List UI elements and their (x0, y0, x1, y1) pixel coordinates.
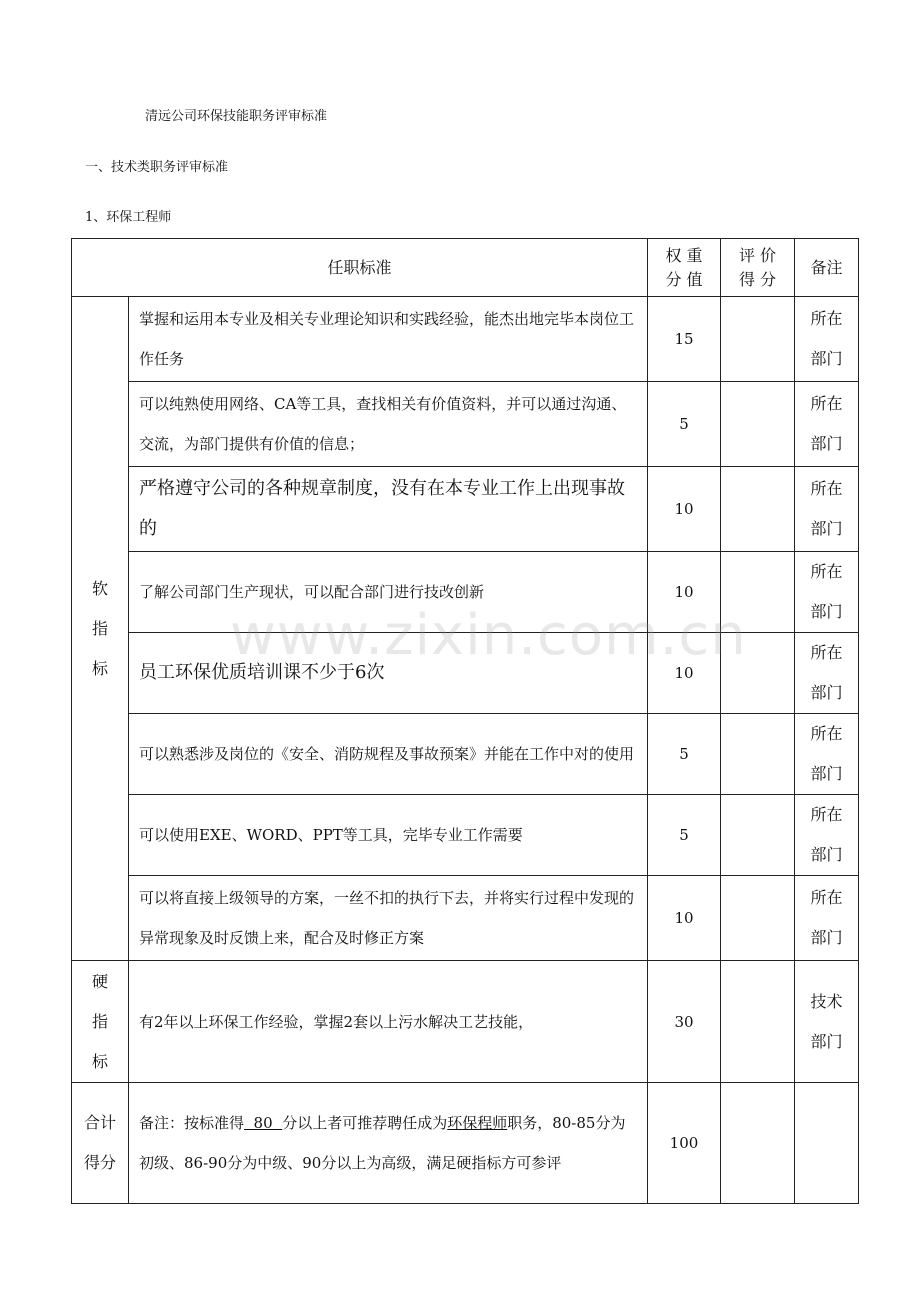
criteria-cell: 了解公司部门生产现状，可以配合部门进行技改创新 (129, 552, 648, 633)
score-cell (721, 876, 795, 961)
weight-cell: 5 (648, 714, 721, 795)
header-score: 评 价 得 分 (721, 239, 795, 297)
score-cell (721, 633, 795, 714)
note-cell: 技术 部门 (795, 961, 859, 1083)
weight-cell: 5 (648, 382, 721, 467)
criteria-cell: 掌握和运用本专业及相关专业理论知识和实践经验，能杰出地完毕本岗位工作任务 (129, 297, 648, 382)
weight-cell: 10 (648, 876, 721, 961)
weight-cell: 10 (648, 552, 721, 633)
header-note: 备注 (795, 239, 859, 297)
soft-indicator-label: 软 指 标 (72, 297, 129, 961)
subsection-heading: 1、环保工程师 (85, 210, 172, 225)
score-cell (721, 467, 795, 552)
total-remark-cell (129, 1083, 648, 1204)
note-cell: 所在 部门 (795, 714, 859, 795)
score-cell (721, 382, 795, 467)
weight-cell: 5 (648, 795, 721, 876)
note-cell (795, 1083, 859, 1204)
criteria-cell: 可以熟悉涉及岗位的《安全、消防规程及事故预案》并能在工作中对的使用 (129, 714, 648, 795)
criteria-cell: 可以纯熟使用网络、CA等工具，查找相关有价值资料，并可以通过沟通、交流，为部门提供有价值的信息； (129, 382, 648, 467)
section-heading: 一、技术类职务评审标准 (85, 160, 229, 175)
criteria-cell: 严格遵守公司的各种规章制度，没有在本专业工作上出现事故的 (129, 467, 648, 552)
note-cell: 所在 部门 (795, 876, 859, 961)
remark-position: 环保程师 (447, 1114, 508, 1132)
evaluation-table (71, 238, 859, 1204)
total-score-label: 合计 得分 (72, 1083, 129, 1204)
weight-cell: 100 (648, 1083, 721, 1204)
criteria-cell: 员工环保优质培训课不少于6次 (129, 633, 648, 714)
note-cell: 所在 部门 (795, 552, 859, 633)
weight-cell: 10 (648, 633, 721, 714)
document-title: 清远公司环保技能职务评审标准 (145, 109, 328, 124)
remark-threshold: 80 (244, 1114, 283, 1132)
score-cell (721, 297, 795, 382)
score-cell (721, 1083, 795, 1204)
hard-indicator-label: 硬 指 标 (72, 961, 129, 1083)
score-cell (721, 714, 795, 795)
header-criteria: 任职标准 (72, 239, 648, 297)
note-cell: 所在 部门 (795, 633, 859, 714)
remark-middle: 分以上者可推荐聘任成为 (282, 1114, 448, 1132)
header-weight: 权 重 分 值 (648, 239, 721, 297)
criteria-cell: 有2年以上环保工作经验，掌握2套以上污水解决工艺技能， (129, 961, 648, 1083)
note-cell: 所在 部门 (795, 297, 859, 382)
note-cell: 所在 部门 (795, 382, 859, 467)
score-cell (721, 961, 795, 1083)
remark-prefix: 备注：按标准得 (139, 1114, 245, 1132)
weight-cell: 30 (648, 961, 721, 1083)
remark-suffix: 职务，80-85分为初级、86-90分为中级、90分以上为高级，满足硬指标方可参评 (139, 1114, 626, 1172)
note-cell: 所在 部门 (795, 795, 859, 876)
note-cell: 所在 部门 (795, 467, 859, 552)
criteria-cell: 可以将直接上级领导的方案，一丝不扣的执行下去，并将实行过程中发现的异常现象及时反馈上来，配合及时修正方案 (129, 876, 648, 961)
criteria-cell: 可以使用EXE、WORD、PPT等工具，完毕专业工作需要 (129, 795, 648, 876)
weight-cell: 10 (648, 467, 721, 552)
score-cell (721, 795, 795, 876)
watermark: www.zixin.com.cn (230, 603, 747, 668)
score-cell (721, 552, 795, 633)
weight-cell: 15 (648, 297, 721, 382)
